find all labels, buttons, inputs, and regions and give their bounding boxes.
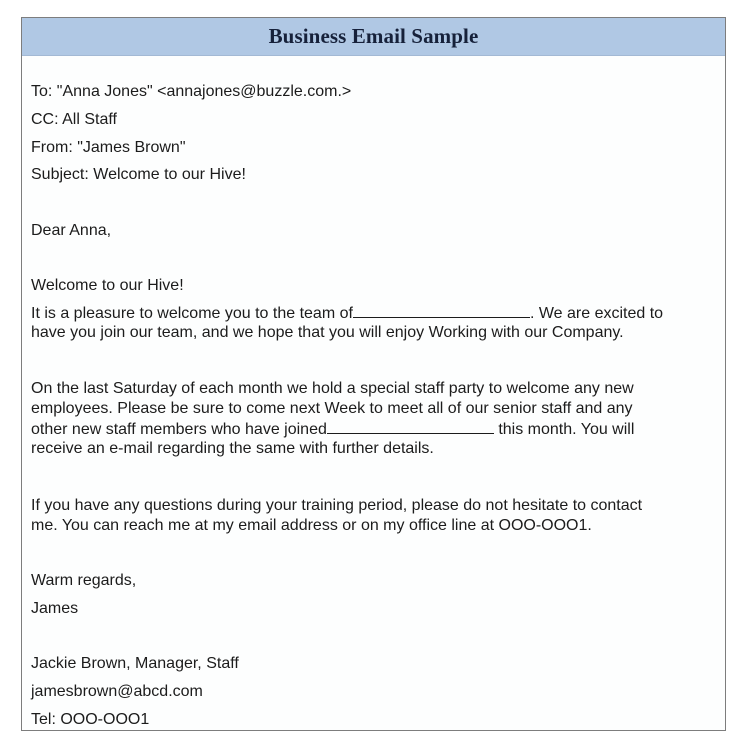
team-name-blank (353, 303, 530, 318)
to-field: To: "Anna Jones" <annajones@buzzle.com.> (31, 83, 352, 100)
document-title: Business Email Sample (268, 24, 479, 48)
subject-field: Subject: Welcome to our Hive! (31, 166, 246, 183)
paragraph2-line4: receive an e-mail regarding the same with further details. (31, 440, 434, 457)
paragraph3-line2: me. You can reach me at my email address or on my office line at OOO-OOO1. (31, 517, 592, 534)
paragraph2-line2: employees. Please be sure to come next Week to meet all of our senior staff and any (31, 400, 633, 417)
welcome-heading: Welcome to our Hive! (31, 277, 184, 294)
signature-email: jamesbrown@abcd.com (31, 683, 203, 700)
paragraph2-line1: On the last Saturday of each month we hold a special staff party to welcome any new (31, 380, 634, 397)
signature-title: Jackie Brown, Manager, Staff (31, 655, 239, 672)
paragraph1-line1: It is a pleasure to welcome you to the team of . We are excited to (31, 305, 664, 322)
from-field: From: "James Brown" (31, 139, 186, 156)
joined-date-blank (327, 419, 494, 434)
paragraph1-line2: have you join our team, and we hope that you will enjoy Working with our Company. (31, 324, 624, 341)
greeting: Dear Anna, (31, 222, 112, 239)
signature-tel: Tel: OOO-OOO1 (31, 711, 150, 728)
email-sample-frame (21, 17, 726, 731)
paragraph2-line3: other new staff members who have joined this month. You will (31, 421, 635, 438)
closing: Warm regards, (31, 572, 137, 589)
signature-name: James (31, 600, 79, 617)
document-header (22, 18, 725, 56)
cc-field: CC: All Staff (31, 111, 117, 128)
paragraph3-line1: If you have any questions during your training period, please do not hesitate to contact (31, 497, 643, 514)
